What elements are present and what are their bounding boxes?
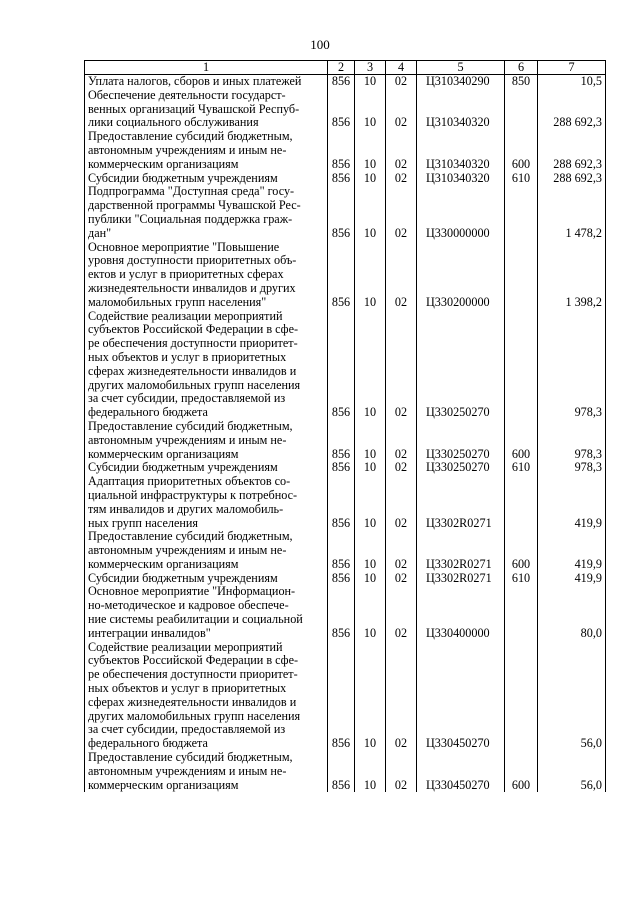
row-description [85, 585, 328, 640]
target-article-code: Ц330450270 [417, 641, 505, 751]
target-article-code: Ц330250270 [417, 461, 505, 475]
description-line: ных объектов и услуг в приоритетных [88, 681, 287, 696]
expense-type-code: 600 [505, 420, 538, 461]
section-code: 10 [355, 130, 386, 171]
table-row [85, 75, 606, 89]
description-line: коммерческим организациям [88, 156, 239, 171]
target-article-code: Ц3302R0271 [417, 475, 505, 530]
expense-type-code [505, 89, 538, 130]
target-article-code: Ц310340320 [417, 130, 505, 171]
subsection-code: 02 [386, 461, 417, 475]
ministry-code: 856 [328, 641, 355, 751]
amount: 978,3 [538, 310, 606, 420]
header-col-5: 5 [417, 61, 505, 75]
description-line: Предоставление субсидий бюджетным, [88, 418, 293, 433]
description-line: дан" [88, 225, 112, 240]
subsection-code: 02 [386, 420, 417, 461]
row-description [85, 572, 328, 586]
section-code: 10 [355, 185, 386, 240]
target-article-code: Ц310340290 [417, 75, 505, 89]
section-code: 10 [355, 641, 386, 751]
header-col-2: 2 [328, 61, 355, 75]
row-description [85, 172, 328, 186]
description-line: Субсидии бюджетным учреждениям [88, 170, 278, 185]
description-line: тям инвалидов и других маломобиль- [88, 501, 284, 516]
expense-type-code [505, 475, 538, 530]
description-line: за счет субсидии, предоставляемой из [88, 391, 286, 406]
description-line: интеграции инвалидов" [88, 625, 211, 640]
ministry-code: 856 [328, 475, 355, 530]
target-article-code: Ц3302R0271 [417, 572, 505, 586]
section-code: 10 [355, 420, 386, 461]
description-line: Предоставление субсидий бюджетным, [88, 129, 293, 144]
description-line: за счет субсидии, предоставляемой из [88, 722, 286, 737]
header-col-6: 6 [505, 61, 538, 75]
subsection-code: 02 [386, 751, 417, 792]
description-line: Предоставление субсидий бюджетным, [88, 750, 293, 765]
section-code: 10 [355, 751, 386, 792]
description-line: федерального бюджета [88, 736, 208, 751]
description-line: Обеспечение деятельности государст- [88, 87, 286, 102]
amount: 1 398,2 [538, 241, 606, 310]
description-line: ние системы реабилитации и социальной [88, 612, 303, 627]
description-line: субъектов Российской Федерации в сфе- [88, 653, 299, 668]
table-row [85, 572, 606, 586]
description-line: Основное мероприятие "Информацион- [88, 584, 296, 599]
expense-type-code: 610 [505, 572, 538, 586]
description-line: автономным учреждениям и иным не- [88, 763, 287, 778]
expense-type-code: 850 [505, 75, 538, 89]
description-line: автономным учреждениям и иным не- [88, 543, 287, 558]
amount: 56,0 [538, 641, 606, 751]
row-description [85, 241, 328, 310]
table-body [85, 75, 606, 793]
row-description [85, 130, 328, 171]
budget-table [84, 60, 606, 792]
section-code: 10 [355, 461, 386, 475]
ministry-code: 856 [328, 461, 355, 475]
ministry-code: 856 [328, 75, 355, 89]
description-line: публики "Социальная поддержка граж- [88, 211, 293, 226]
row-description [85, 89, 328, 130]
amount: 10,5 [538, 75, 606, 89]
table-row [85, 461, 606, 475]
row-description [85, 530, 328, 571]
subsection-code: 02 [386, 572, 417, 586]
description-line: Предоставление субсидий бюджетным, [88, 529, 293, 544]
amount: 56,0 [538, 751, 606, 792]
expense-type-code [505, 585, 538, 640]
description-line: Содействие реализации мероприятий [88, 308, 283, 323]
description-line: коммерческим организациям [88, 446, 239, 461]
section-code: 10 [355, 89, 386, 130]
section-code: 10 [355, 75, 386, 89]
expense-type-code: 610 [505, 172, 538, 186]
row-description [85, 75, 328, 89]
description-line: ных объектов и услуг в приоритетных [88, 349, 287, 364]
ministry-code: 856 [328, 241, 355, 310]
description-line: коммерческим организациям [88, 556, 239, 571]
section-code: 10 [355, 585, 386, 640]
description-line: жизнедеятельности инвалидов и других [88, 280, 296, 295]
table-row [85, 641, 606, 751]
amount: 419,9 [538, 475, 606, 530]
subsection-code: 02 [386, 130, 417, 171]
amount: 419,9 [538, 530, 606, 571]
amount: 978,3 [538, 461, 606, 475]
table-row [85, 241, 606, 310]
expense-type-code [505, 185, 538, 240]
table-row [85, 89, 606, 130]
expense-type-code: 610 [505, 461, 538, 475]
description-line: Основное мероприятие "Повышение [88, 239, 280, 254]
expense-type-code: 600 [505, 751, 538, 792]
description-line: дарственной программы Чувашской Рес- [88, 198, 301, 213]
amount: 288 692,3 [538, 130, 606, 171]
row-description [85, 310, 328, 420]
subsection-code: 02 [386, 310, 417, 420]
description-line: Субсидии бюджетным учреждениям [88, 460, 278, 475]
section-code: 10 [355, 530, 386, 571]
description-line: лики социального обслуживания [88, 115, 259, 130]
target-article-code: Ц330400000 [417, 585, 505, 640]
row-description [85, 420, 328, 461]
table-row [85, 130, 606, 171]
table-row [85, 310, 606, 420]
row-description [85, 185, 328, 240]
target-article-code: Ц310340320 [417, 172, 505, 186]
subsection-code: 02 [386, 185, 417, 240]
description-line: других маломобильных групп населения [88, 708, 301, 723]
expense-type-code [505, 641, 538, 751]
description-line: Уплата налогов, сборов и иных платежей [88, 74, 302, 88]
section-code: 10 [355, 310, 386, 420]
description-line: уровня доступности приоритетных объ- [88, 253, 297, 268]
amount: 419,9 [538, 572, 606, 586]
description-line: коммерческим организациям [88, 777, 239, 792]
description-line: Подпрограмма "Доступная среда" госу- [88, 184, 295, 199]
subsection-code: 02 [386, 641, 417, 751]
description-line: Адаптация приоритетных объектов со- [88, 474, 291, 489]
page-number: 100 [310, 37, 330, 52]
ministry-code: 856 [328, 130, 355, 171]
section-code: 10 [355, 241, 386, 310]
target-article-code: Ц310340320 [417, 89, 505, 130]
ministry-code: 856 [328, 585, 355, 640]
subsection-code: 02 [386, 475, 417, 530]
target-article-code: Ц330450270 [417, 751, 505, 792]
header-col-1: 1 [85, 61, 328, 75]
description-line: венных организаций Чувашской Респуб- [88, 101, 300, 116]
description-line: автономным учреждениям и иным не- [88, 432, 287, 447]
table-row [85, 585, 606, 640]
description-line: циальной инфраструктуры к потребнос- [88, 487, 298, 502]
table-row [85, 475, 606, 530]
expense-type-code [505, 241, 538, 310]
description-line: ре обеспечения доступности приоритет- [88, 667, 298, 682]
subsection-code: 02 [386, 89, 417, 130]
section-code: 10 [355, 475, 386, 530]
target-article-code: Ц330250270 [417, 310, 505, 420]
row-description [85, 641, 328, 751]
target-article-code: Ц330250270 [417, 420, 505, 461]
section-code: 10 [355, 172, 386, 186]
expense-type-code: 600 [505, 530, 538, 571]
ministry-code: 856 [328, 310, 355, 420]
subsection-code: 02 [386, 241, 417, 310]
subsection-code: 02 [386, 172, 417, 186]
subsection-code: 02 [386, 75, 417, 89]
row-description [85, 461, 328, 475]
expense-type-code [505, 310, 538, 420]
description-line: Субсидии бюджетным учреждениям [88, 570, 278, 585]
description-line: ре обеспечения доступности приоритет- [88, 336, 298, 351]
amount: 80,0 [538, 585, 606, 640]
table-row [85, 185, 606, 240]
description-line: маломобильных групп населения" [88, 294, 267, 309]
target-article-code: Ц330000000 [417, 185, 505, 240]
description-line: автономным учреждениям и иным не- [88, 142, 287, 157]
row-description [85, 751, 328, 792]
target-article-code: Ц3302R0271 [417, 530, 505, 571]
description-line: федерального бюджета [88, 405, 208, 420]
amount: 978,3 [538, 420, 606, 461]
description-line: Содействие реализации мероприятий [88, 639, 283, 654]
description-line: сферах жизнедеятельности инвалидов и [88, 694, 297, 709]
ministry-code: 856 [328, 185, 355, 240]
ministry-code: 856 [328, 420, 355, 461]
description-line: других маломобильных групп населения [88, 377, 301, 392]
description-line: сферах жизнедеятельности инвалидов и [88, 363, 297, 378]
row-description [85, 475, 328, 530]
table-row [85, 530, 606, 571]
target-article-code: Ц330200000 [417, 241, 505, 310]
subsection-code: 02 [386, 585, 417, 640]
table-row [85, 751, 606, 792]
description-line: ектов и услуг в приоритетных сферах [88, 267, 284, 282]
description-line: но-методическое и кадровое обеспече- [88, 598, 289, 613]
description-line: ных групп населения [88, 515, 199, 530]
header-col-3: 3 [355, 61, 386, 75]
table-row [85, 172, 606, 186]
ministry-code: 856 [328, 751, 355, 792]
amount: 288 692,3 [538, 89, 606, 130]
amount: 1 478,2 [538, 185, 606, 240]
expense-type-code: 600 [505, 130, 538, 171]
ministry-code: 856 [328, 572, 355, 586]
section-code: 10 [355, 572, 386, 586]
table-row [85, 420, 606, 461]
header-col-7: 7 [538, 61, 606, 75]
ministry-code: 856 [328, 530, 355, 571]
ministry-code: 856 [328, 172, 355, 186]
description-line: субъектов Российской Федерации в сфе- [88, 322, 299, 337]
ministry-code: 856 [328, 89, 355, 130]
header-col-4: 4 [386, 61, 417, 75]
header-row [85, 61, 606, 75]
subsection-code: 02 [386, 530, 417, 571]
amount: 288 692,3 [538, 172, 606, 186]
